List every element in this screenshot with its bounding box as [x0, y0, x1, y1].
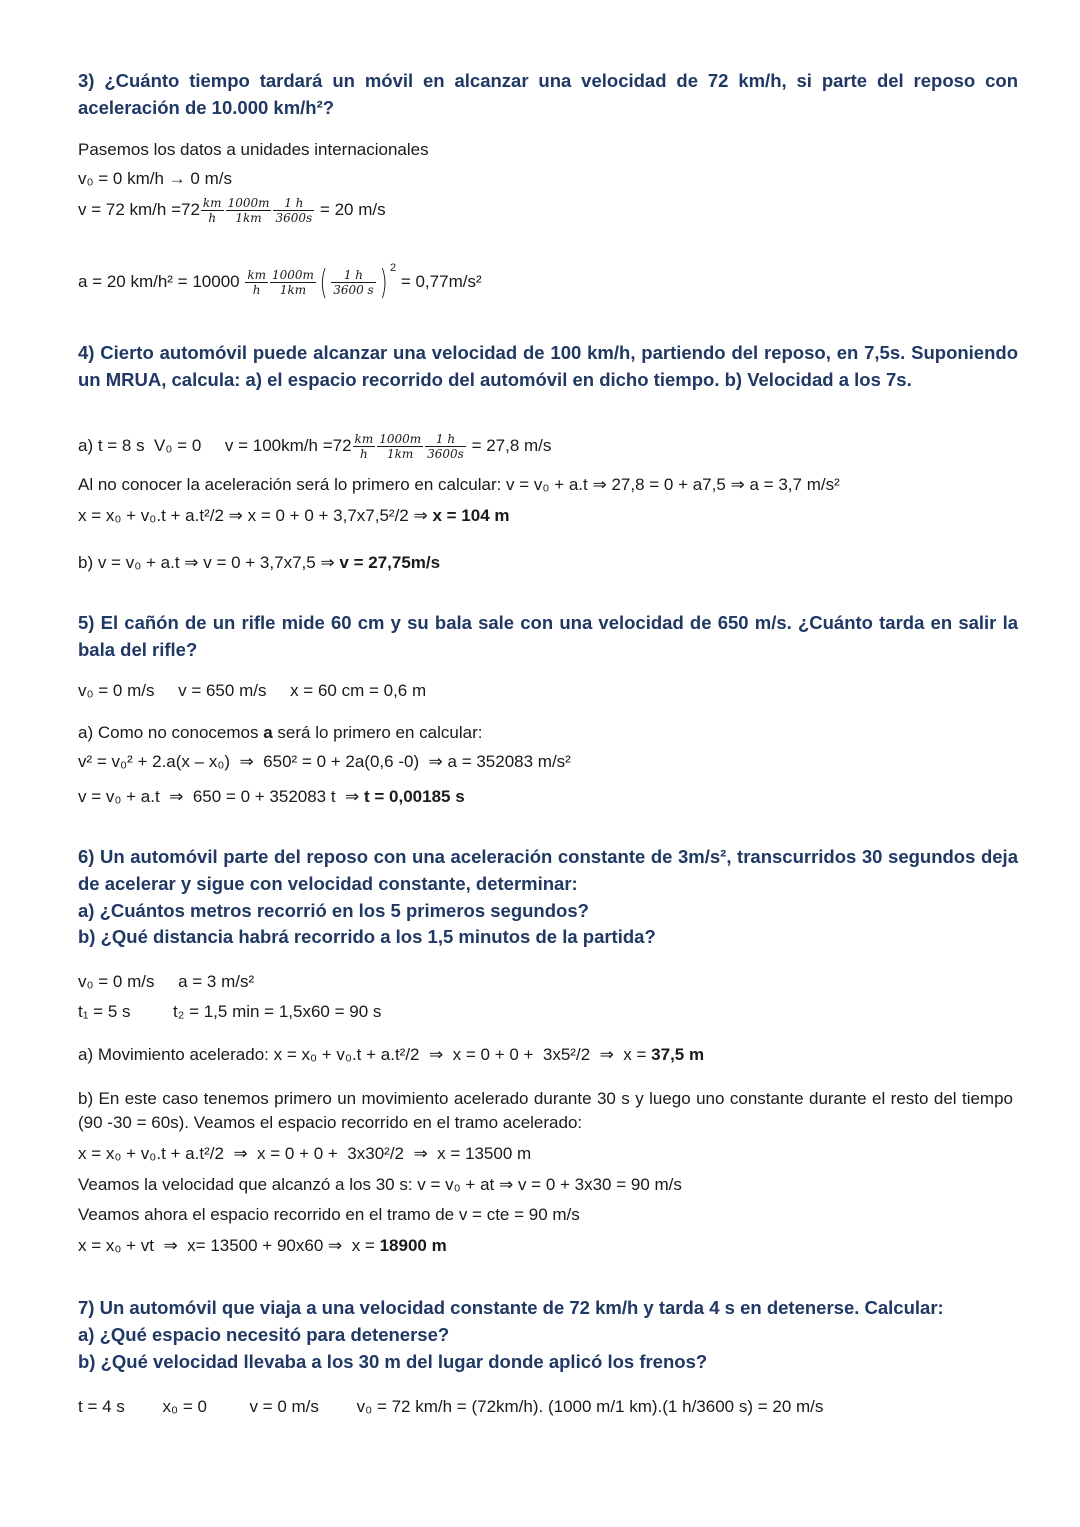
q6-b-line-4 [78, 1235, 447, 1257]
question-6-part-a: a) ¿Cuántos metros recorrió en los 5 primeros segundos? [78, 900, 589, 921]
q5-a-line [78, 722, 482, 744]
q5-line-2: v² = v₀² + 2.a(x – x₀) ⇒ 650² = 0 + 2a(0,6 -0) ⇒ a = 352083 m/s² [78, 752, 571, 771]
q3-line-2 [78, 196, 386, 225]
q3-line-3-post: = 0,77m/s² [400, 272, 482, 291]
q4-a-post: = 27,8 m/s [471, 435, 552, 455]
q4-b-text: b) v = v₀ + a.t ⇒ v = 0 + 3,7x7,5 ⇒ [78, 553, 335, 572]
q6-b-line-2: Veamos la velocidad que alcanzó a los 30 s: v = v₀ + at ⇒ v = 0 + 3x30 = 90 m/s [78, 1175, 682, 1194]
q3-intro: Pasemos los datos a unidades internacionales [78, 140, 429, 159]
fraction-1h-3600s: $\frac{1 h}{3600s}$ [427, 432, 464, 461]
q6-b-line-3: Veamos ahora el espacio recorrido en el tramo de v = cte = 90 m/s [78, 1205, 580, 1224]
right-parenthesis: ) [379, 262, 388, 303]
fraction-km-h: $\frac{km}{h}$ [247, 268, 266, 298]
q4-line-2: Al no conocer la aceleración será lo primero en calcular: v = v₀ + a.t ⇒ 27,8 = 0 + a7,5 ⇒ a = 3,7 m/s² [78, 475, 840, 494]
question-7-part-b: b) ¿Qué velocidad llevaba a los 30 m del lugar donde aplicó los frenos? [78, 1351, 708, 1372]
question-6-part-b: b) ¿Qué distancia habrá recorrido a los 1,5 minutos de la partida? [78, 926, 656, 947]
q6-result-b: 18900 m [379, 1236, 447, 1255]
q5-line-3 [78, 786, 465, 808]
exponent-2: 2 [389, 262, 397, 274]
question-5-title: 5) El cañón de un rifle mide 60 cm y su bala sale con una velocidad de 650 m/s. ¿Cuánto tarda en salir la bala del rifle? [78, 612, 1018, 660]
q4-line-3 [78, 505, 509, 527]
q7-data: t = 4 s x₀ = 0 v = 0 m/s v₀ = 72 km/h = (72km/h). (1000 m/1 km).(1 h/3600 s) = 20 m/s [78, 1397, 824, 1416]
q4-b-line [78, 552, 440, 574]
q6-b-line-1: x = x₀ + v₀.t + a.t²/2 ⇒ x = 0 + 0 + 3x30²/2 ⇒ x = 13500 m [78, 1144, 532, 1163]
q4-result-x: x = 104 m [432, 506, 510, 525]
q3-line-3 [78, 257, 482, 303]
q3-line-2-post: = 20 m/s [319, 199, 386, 219]
q6-data-2: t₁ = 5 s t₂ = 1,5 min = 1,5x60 = 90 s [78, 1002, 382, 1021]
fraction-1000m-1km: $\frac{1000m}{1km}$ [272, 268, 314, 298]
q4-line-3-text: x = x₀ + v₀.t + a.t²/2 ⇒ x = 0 + 0 + 3,7x7,5²/2 ⇒ [78, 506, 428, 525]
question-3-title: 3) ¿Cuánto tiempo tardará un móvil en alcanzar una velocidad de 72 km/h, si parte del reposo con aceleración de 10.000 km/h²? [78, 70, 1018, 118]
question-7-part-a: a) ¿Qué espacio necesitó para detenerse? [78, 1324, 450, 1345]
q4-result-v: v = 27,75m/s [339, 553, 441, 572]
fraction-km-h: $\frac{km}{h}$ [202, 196, 222, 225]
q5-line-3-text: v = v₀ + a.t ⇒ 650 = 0 + 352083 t ⇒ [78, 787, 360, 806]
question-4-title: 4) Cierto automóvil puede alcanzar una velocidad de 100 km/h, partiendo del reposo, en 7,5s. Suponiendo un MRUA, calcula: a) el espacio recorrido del automóvil en dicho tiempo. b) Velocidad a los 7s. [78, 342, 1018, 390]
q5-a-bold: a [263, 723, 273, 742]
q6-a-text: a) Movimiento acelerado: x = x₀ + v₀.t + a.t²/2 ⇒ x = 0 + 0 + 3x5²/2 ⇒ x = [78, 1045, 647, 1064]
q4-a-line [78, 432, 551, 461]
q4-a-pre: a) t = 8 s V₀ = 0 v = 100km/h =72 [78, 435, 352, 455]
q6-a-line [78, 1044, 704, 1066]
q6-data-1: v₀ = 0 m/s a = 3 m/s² [78, 972, 255, 991]
fraction-1h-3600s: $\frac{1 h}{3600 s}$ [333, 268, 374, 298]
q3-line-2-pre: v = 72 km/h =72 [78, 199, 200, 219]
fraction-1h-3600s: $\frac{1 h}{3600s}$ [275, 196, 313, 225]
fraction-1000m-1km: $\frac{1000m}{1km}$ [227, 196, 270, 225]
q3-line-3-pre: a = 20 km/h² = 10000 [78, 272, 240, 291]
q6-b-paragraph: b) En este caso tenemos primero un movimiento acelerado durante 30 s y luego uno constante durante el resto del tiempo (90 -30 = 60s). Veamos el espacio recorrido en el tramo acelerado: [78, 1089, 1013, 1132]
q5-a-pre: a) Como no conocemos [78, 723, 259, 742]
q6-b-line-4-text: x = x₀ + vt ⇒ x= 13500 + 90x60 ⇒ x = [78, 1236, 375, 1255]
q5-result-t: t = 0,00185 s [364, 787, 465, 806]
q3-line-1: v₀ = 0 km/h → 0 m/s [78, 169, 232, 188]
q5-data: v₀ = 0 m/s v = 650 m/s x = 60 cm = 0,6 m [78, 681, 427, 700]
question-6-title: 6) Un automóvil parte del reposo con una aceleración constante de 3m/s², transcurridos 30 segundos deja de acelerar y sigue con velocidad constante, determinar: [78, 846, 1018, 894]
fraction-1000m-1km: $\frac{1000m}{1km}$ [379, 432, 422, 461]
left-parenthesis: ( [319, 262, 328, 303]
q6-result-a: 37,5 m [651, 1045, 705, 1064]
fraction-km-h: $\frac{km}{h}$ [354, 432, 374, 461]
question-7-title: 7) Un automóvil que viaja a una velocidad constante de 72 km/h y tarda 4 s en detenerse. Calcular: [78, 1297, 944, 1318]
q5-a-post: será lo primero en calcular: [277, 723, 483, 742]
